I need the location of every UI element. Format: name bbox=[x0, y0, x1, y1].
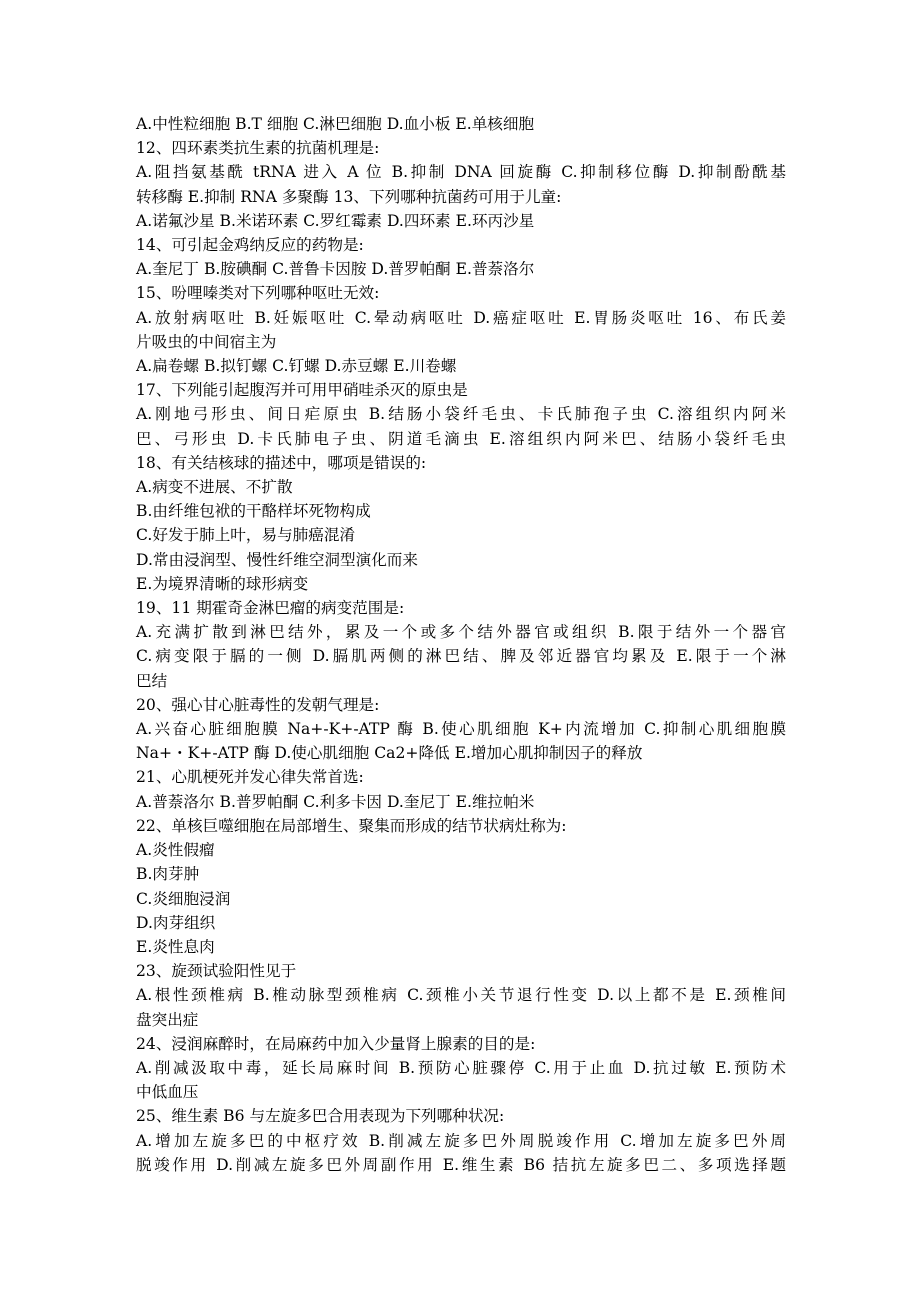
question-heading: 25、维生素 B6 与左旋多巴合用表现为下列哪种状况: bbox=[136, 1107, 505, 1126]
option-line: C.好发于肺上叶，易与肺癌混淆 bbox=[136, 526, 356, 545]
question-heading: 17、下列能引起腹泻并可用甲硝哇杀灭的原虫是 bbox=[136, 381, 468, 400]
text-line: A.放射病呕吐 B.妊娠呕吐 C.晕动病呕吐 D.癌症呕吐 E.胃肠炎呕吐 16、布氏姜 bbox=[136, 308, 786, 327]
text-line: 片吸虫的中间宿主为 bbox=[136, 332, 277, 351]
option-line: B.由纤维包袱的干酪样坏死物构成 bbox=[136, 502, 371, 521]
text-line: A.兴奋心脏细胞膜 Na+-K+-ATP 酶 B.使心肌细胞 K+内流增加 C.抑制心肌细胞膜 bbox=[136, 720, 786, 739]
question-heading: 12、四环素类抗生素的抗菌机理是: bbox=[136, 139, 380, 158]
question-heading: 14、可引起金鸡纳反应的药物是: bbox=[136, 236, 364, 255]
text-line: 中低血压 bbox=[136, 1083, 199, 1102]
text-line: A.奎尼丁 B.胺碘酮 C.普鲁卡因胺 D.普罗帕酮 E.普萘洛尔 bbox=[136, 260, 535, 279]
option-line: D.肉芽组织 bbox=[136, 913, 216, 932]
question-heading: 24、浸润麻醉时，在局麻药中加入少量肾上腺素的目的是: bbox=[136, 1034, 536, 1053]
text-line: Na+・K+-ATP 酶 D.使心肌细胞 Ca2+降低 E.增加心肌抑制因子的释放 bbox=[136, 744, 643, 763]
option-line: A.炎性假瘤 bbox=[136, 841, 215, 860]
option-line: D.常由浸润型、慢性纤维空洞型演化而来 bbox=[136, 550, 418, 569]
option-line: E.炎性息肉 bbox=[136, 937, 215, 956]
question-heading: 19、11 期霍奇金淋巴瘤的病变范围是: bbox=[136, 599, 405, 618]
text-line: 巴结 bbox=[136, 671, 168, 690]
option-line: B.肉芽肿 bbox=[136, 865, 200, 884]
question-heading: 22、单核巨噬细胞在局部增生、聚集而形成的结节状病灶称为: bbox=[136, 816, 567, 835]
text-line: A.扁卷螺 B.拟钉螺 C.钉螺 D.赤豆螺 E.川卷螺 bbox=[136, 357, 457, 376]
question-heading: 15、吩哩嗪类对下列哪种呕吐无效: bbox=[136, 284, 380, 303]
text-line: 巴、弓形虫 D.卡氏肺电子虫、阴道毛滴虫 E.溶组织内阿米巴、结肠小袋纤毛虫 bbox=[136, 429, 786, 448]
question-heading: 23、旋颈试验阳性见于 bbox=[136, 962, 297, 981]
text-line: A.削减汲取中毒，延长局麻时间 B.预防心脏骤停 C.用于止血 D.抗过敏 E.预防术 bbox=[136, 1058, 786, 1077]
text-line: 脱竣作用 D.削减左旋多巴外周副作用 E.维生素 B6 拮抗左旋多巴二、多项选择题 bbox=[136, 1155, 786, 1174]
text-line: A.阻挡氨基酰 tRNA 进入 A 位 B.抑制 DNA 回旋酶 C.抑制移位酶 D.抑制酚酰基 bbox=[136, 163, 786, 182]
text-line: A.充满扩散到淋巴结外，累及一个或多个结外器官或组织 B.限于结外一个器官 bbox=[136, 623, 786, 642]
text-line: A.普萘洛尔 B.普罗帕酮 C.利多卡因 D.奎尼丁 E.维拉帕米 bbox=[136, 792, 535, 811]
text-line: A.诺氟沙星 B.米诺环素 C.罗红霉素 D.四环素 E.环丙沙星 bbox=[136, 211, 535, 230]
text-line: A.根性颈椎病 B.椎动脉型颈椎病 C.颈椎小关节退行性变 D.以上都不是 E.颈椎间 bbox=[136, 986, 786, 1005]
text-line: A.中性粒细胞 B.T 细胞 C.淋巴细胞 D.血小板 E.单核细胞 bbox=[136, 115, 535, 133]
option-line: C.炎细胞浸润 bbox=[136, 889, 231, 908]
question-heading: 20、强心甘心脏毒性的发朝气理是: bbox=[136, 695, 380, 714]
text-line: C.病变限于膈的一侧 D.膈肌两侧的淋巴结、脾及邻近器官均累及 E.限于一个淋 bbox=[136, 647, 786, 666]
question-heading: 21、心肌梗死并发心律失常首选: bbox=[136, 768, 364, 787]
text-line: 盘突出症 bbox=[136, 1010, 199, 1029]
text-line: A.增加左旋多巴的中枢疗效 B.削减左旋多巴外周脱竣作用 C.增加左旋多巴外周 bbox=[136, 1131, 786, 1150]
document-body bbox=[136, 112, 786, 1177]
text-line: A.刚地弓形虫、间日疟原虫 B.结肠小袋纤毛虫、卡氏肺孢子虫 C.溶组织内阿米 bbox=[136, 405, 786, 424]
option-line: E.为境界清晰的球形病变 bbox=[136, 574, 309, 593]
option-line: A.病变不进展、不扩散 bbox=[136, 478, 293, 497]
text-line: 转移酶 E.抑制 RNA 多聚酶 13、下列哪种抗菌药可用于儿童: bbox=[136, 187, 562, 206]
question-heading: 18、有关结核球的描述中，哪项是错误的: bbox=[136, 453, 427, 472]
